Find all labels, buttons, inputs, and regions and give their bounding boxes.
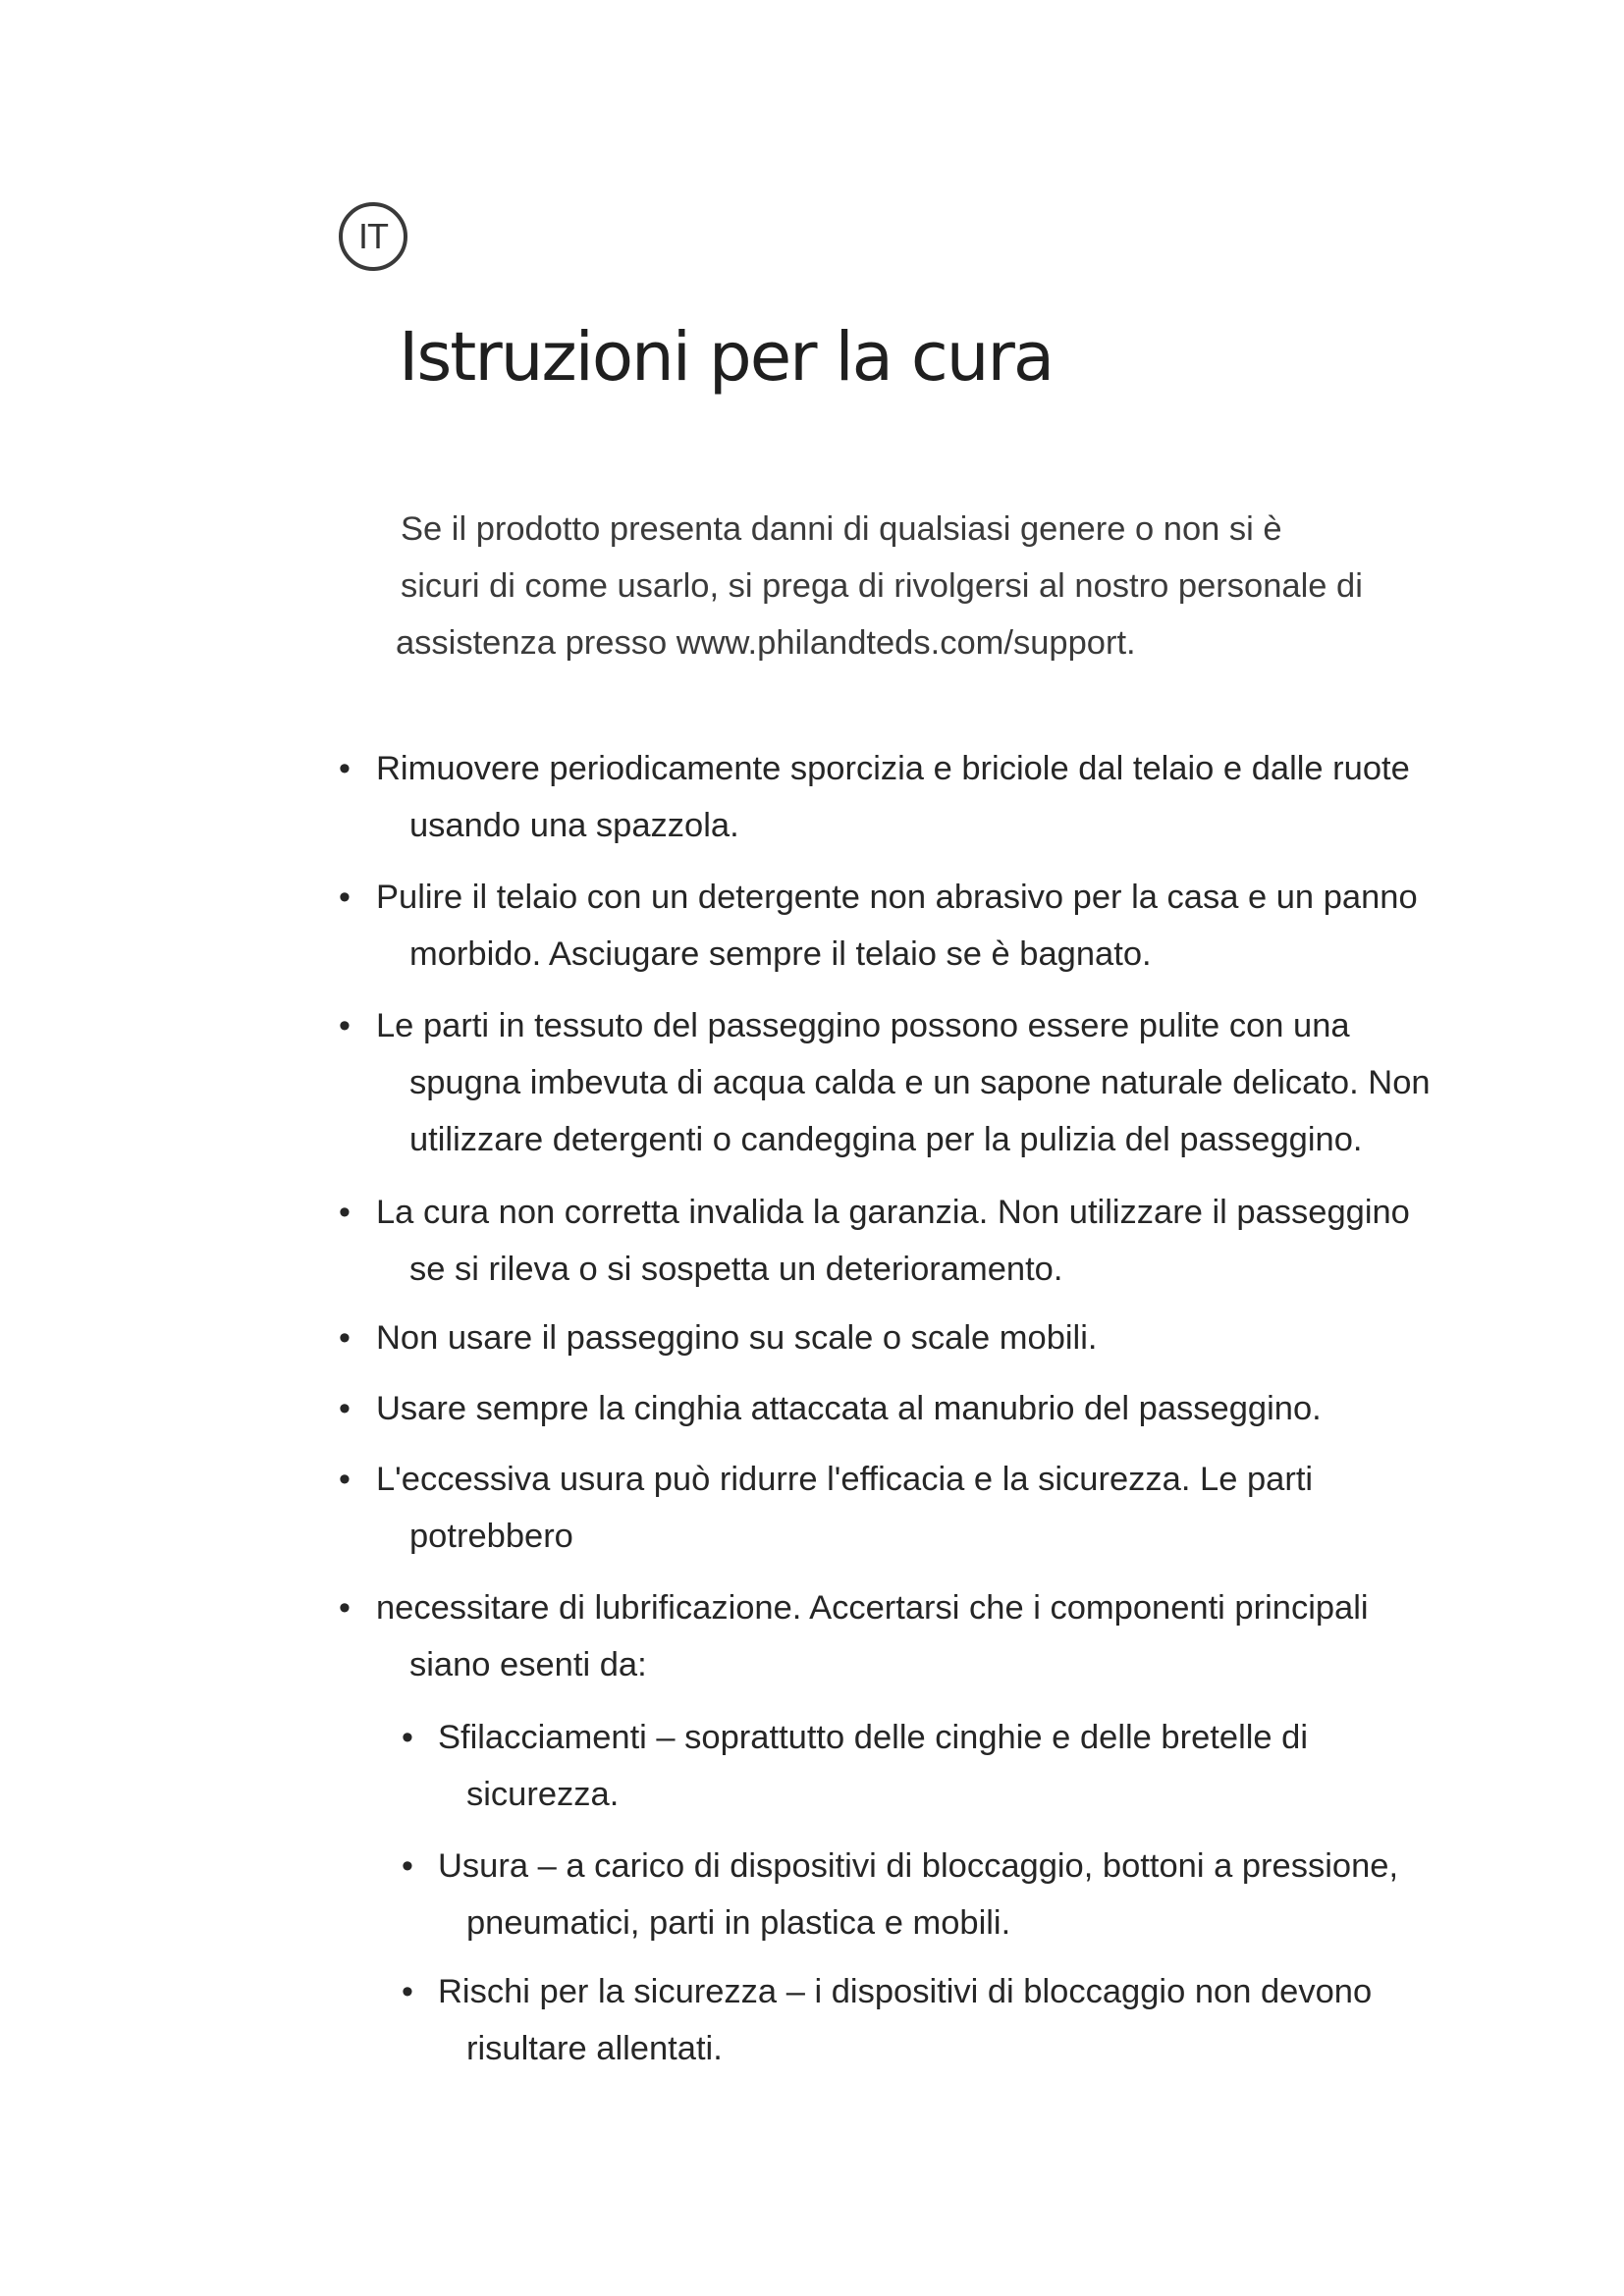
- list-item: [339, 1184, 1517, 1298]
- item-text: utilizzare detergenti o candeggina per la pulizia del passeggino.: [409, 1121, 1363, 1158]
- list-item: [339, 1579, 1517, 1693]
- sub-list-item: [402, 1709, 1511, 1823]
- item-text: sicurezza.: [466, 1776, 620, 1813]
- item-text: L'eccessiva usura può ridurre l'efficacia e la sicurezza. Le parti: [376, 1461, 1314, 1498]
- item-text: pneumatici, parti in plastica e mobili.: [466, 1904, 1011, 1942]
- item-text: La cura non corretta invalida la garanzia. Non utilizzare il passeggino: [376, 1194, 1410, 1231]
- item-text: Pulire il telaio con un detergente non abrasivo per la casa e un panno: [376, 879, 1418, 916]
- sub-list-item: [402, 1963, 1511, 2077]
- list-item: [339, 1380, 1517, 1437]
- item-text: spugna imbevuta di acqua calda e un sapone naturale delicato. Non: [409, 1064, 1431, 1101]
- item-text: siano esenti da:: [409, 1646, 647, 1683]
- list-item: [339, 740, 1517, 854]
- item-text: Usare sempre la cinghia attaccata al manubrio del passeggino.: [376, 1390, 1322, 1427]
- list-item: [339, 869, 1517, 983]
- bullet-icon: •: [339, 750, 351, 787]
- item-text: potrebbero: [409, 1518, 573, 1555]
- bullet-icon: •: [339, 1589, 351, 1627]
- bullet-icon: •: [339, 1194, 351, 1231]
- item-text: morbido. Asciugare sempre il telaio se è bagnato.: [409, 935, 1152, 973]
- item-text: Le parti in tessuto del passeggino possono essere pulite con una: [376, 1007, 1350, 1044]
- list-item: [339, 1451, 1517, 1565]
- intro-line: sicuri di come usarlo, si prega di rivolgersi al nostro personale di: [401, 567, 1363, 605]
- item-text: Non usare il passeggino su scale o scale mobili.: [376, 1319, 1098, 1357]
- item-text: Usura – a carico di dispositivi di bloccaggio, bottoni a pressione,: [438, 1847, 1399, 1885]
- bullet-icon: •: [339, 1390, 351, 1427]
- item-text: necessitare di lubrificazione. Accertarsi che i componenti principali: [376, 1589, 1369, 1627]
- bullet-icon: •: [402, 1847, 413, 1885]
- language-badge-it: IT: [339, 202, 407, 271]
- bullet-icon: •: [339, 1007, 351, 1044]
- item-text: Rimuovere periodicamente sporcizia e briciole dal telaio e dalle ruote: [376, 750, 1410, 787]
- item-text: Sfilacciamenti – soprattutto delle cinghie e delle bretelle di: [438, 1719, 1309, 1756]
- intro-line: Se il prodotto presenta danni di qualsiasi genere o non si è: [401, 510, 1282, 548]
- item-text: risultare allentati.: [466, 2030, 723, 2067]
- intro-line: assistenza presso www.philandteds.com/support.: [396, 624, 1136, 662]
- bullet-icon: •: [339, 1319, 351, 1357]
- intro-paragraph: [396, 501, 1500, 671]
- bullet-icon: •: [402, 1719, 413, 1756]
- sub-list-item: [402, 1838, 1511, 1951]
- item-text: usando una spazzola.: [409, 807, 739, 844]
- list-item: [339, 997, 1517, 1168]
- item-text: Rischi per la sicurezza – i dispositivi di bloccaggio non devono: [438, 1973, 1373, 2010]
- bullet-icon: •: [339, 879, 351, 916]
- bullet-icon: •: [339, 1461, 351, 1498]
- item-text: se si rileva o si sospetta un deterioramento.: [409, 1251, 1063, 1288]
- list-item: [339, 1309, 1517, 1366]
- bullet-icon: •: [402, 1973, 413, 2010]
- page-title: Istruzioni per la cura: [399, 318, 1054, 397]
